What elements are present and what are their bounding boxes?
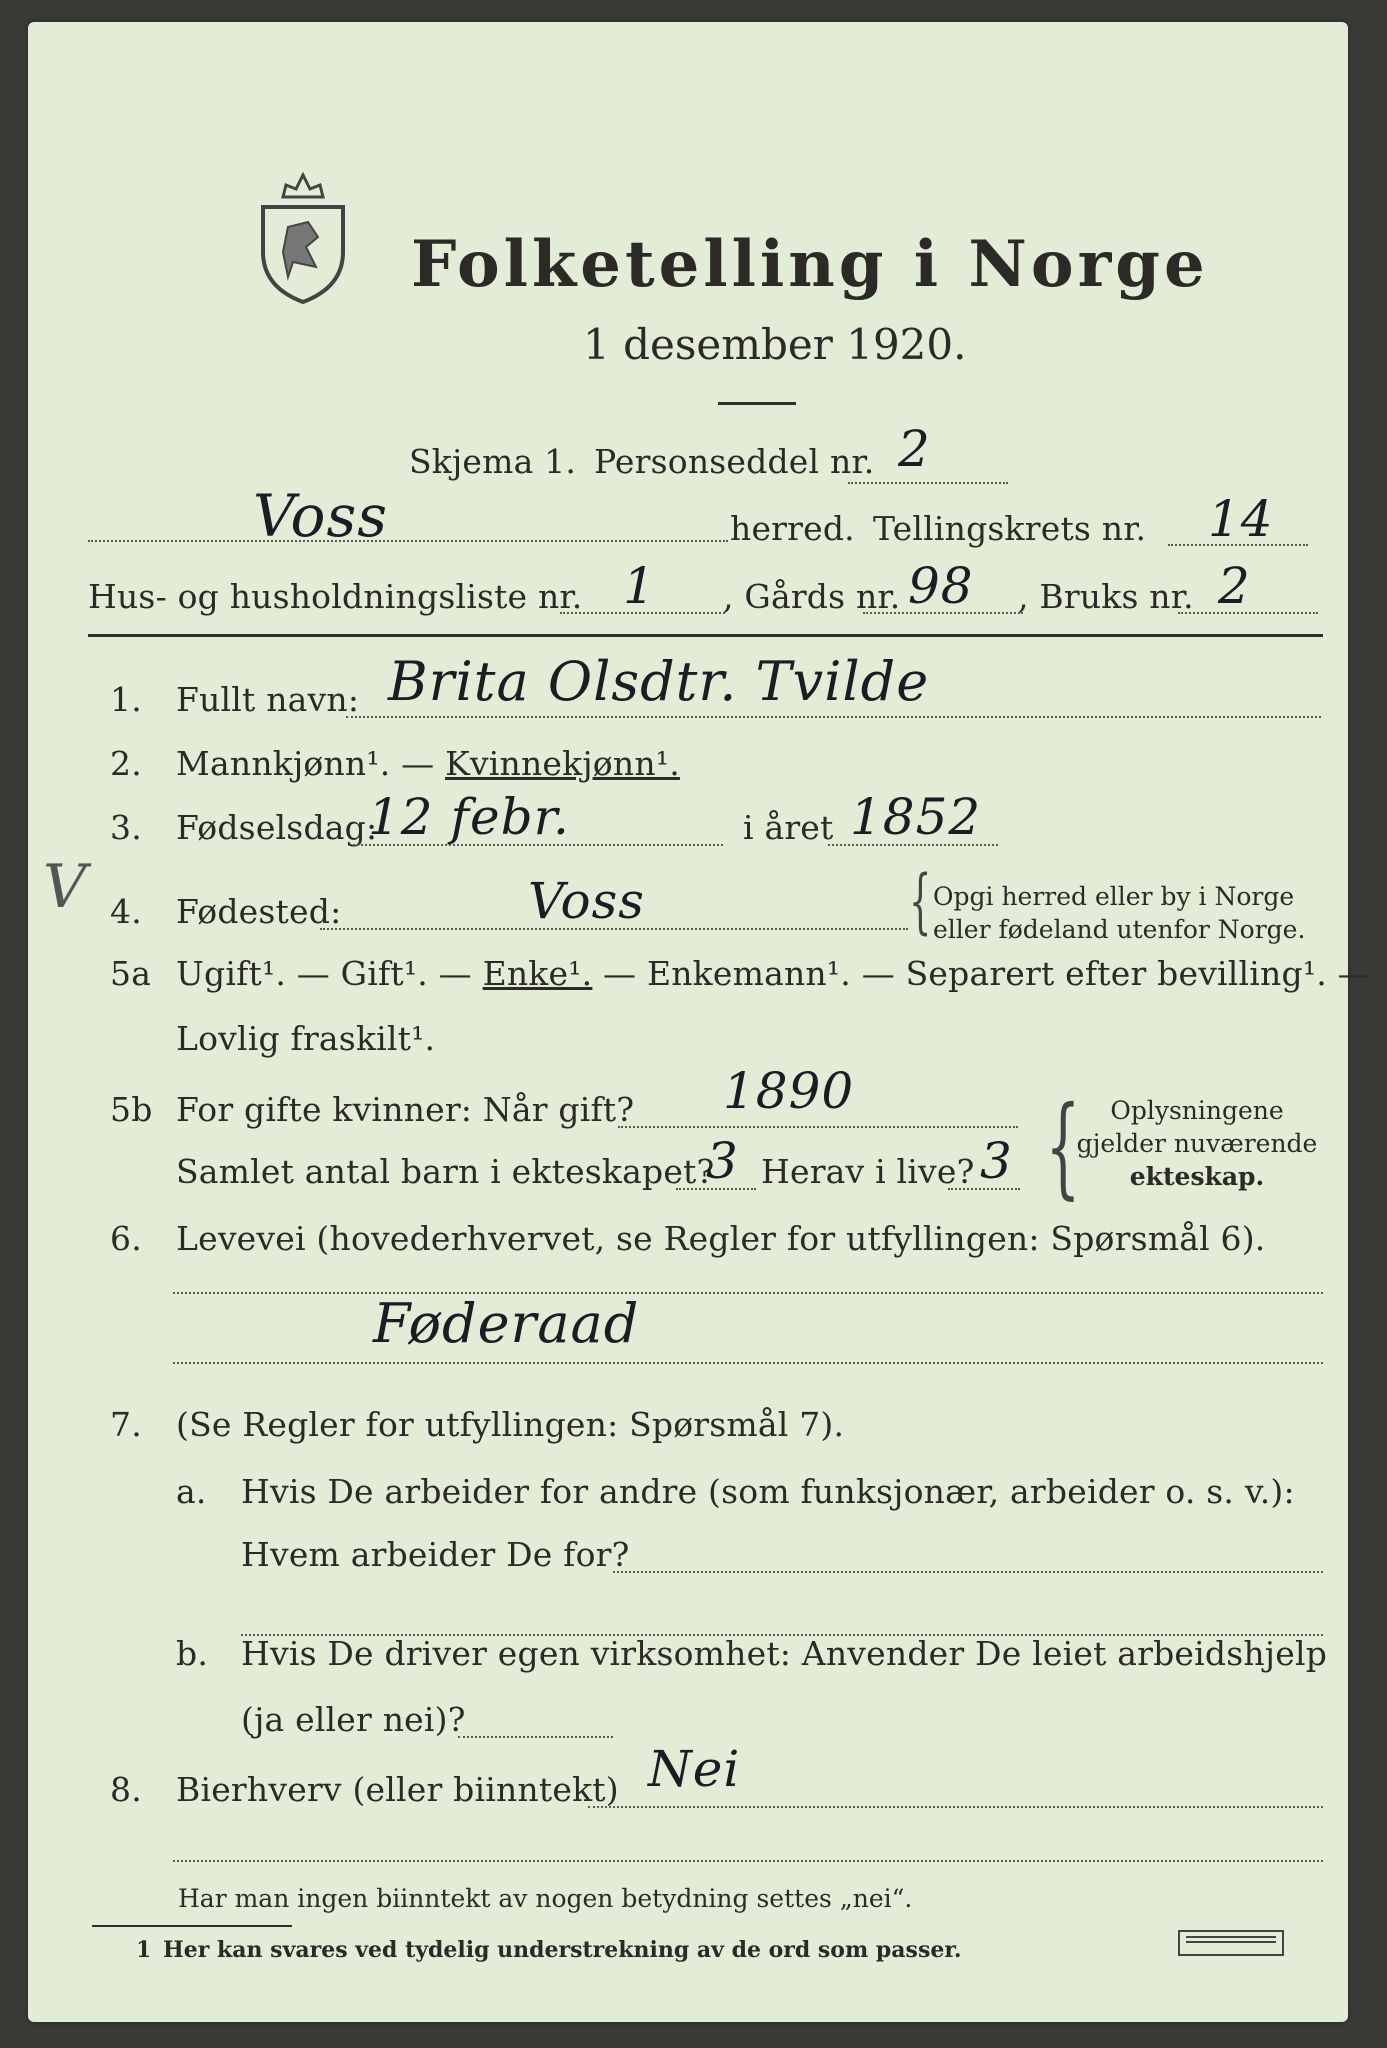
- q7-label: (Se Regler for utfyllingen: Spørsmål 7).: [176, 1405, 845, 1444]
- children-alive-label: Herav i live?: [761, 1152, 975, 1191]
- gender-options: [176, 744, 680, 783]
- herred-value[interactable]: Voss: [253, 482, 389, 550]
- gender-male-option[interactable]: Mannkjønn¹. —: [176, 744, 446, 783]
- tellingskrets-label: Tellingskrets nr.: [873, 509, 1147, 548]
- occupation-value[interactable]: Føderaad: [373, 1292, 640, 1355]
- gards-value[interactable]: 98: [908, 557, 974, 615]
- children-alive-value[interactable]: 3: [980, 1132, 1013, 1190]
- q1-label: Fullt navn:: [176, 680, 360, 719]
- marital-status-options: [176, 954, 1371, 993]
- birthdate-value[interactable]: 12 febr.: [368, 788, 570, 846]
- employer-line-1[interactable]: [613, 1571, 1323, 1573]
- q1-number: 1.: [110, 680, 142, 719]
- marriage-note-line1: Oplysningene: [1110, 1096, 1284, 1125]
- hired-help-line[interactable]: [458, 1736, 613, 1738]
- gender-female-option[interactable]: Kvinnekjønn¹.: [445, 744, 680, 783]
- q7a-question: Hvem arbeider De for?: [241, 1535, 630, 1574]
- q3-label: Fødselsdag:: [176, 808, 378, 847]
- side-income-line-2: [173, 1860, 1323, 1862]
- coat-of-arms-icon: [248, 167, 358, 307]
- q5b-number: 5b: [110, 1090, 153, 1129]
- q6-label: Levevei (hovederhvervet, se Regler for utfyllingen: Spørsmål 6).: [176, 1219, 1266, 1258]
- q7b-text: Hvis De driver egen virksomhet: Anvender De leiet arbeidshjelp: [241, 1634, 1328, 1673]
- form-title: Folketelling i Norge: [411, 227, 1209, 302]
- tellingskrets-value[interactable]: 14: [1208, 490, 1274, 548]
- occupation-line-2: [173, 1362, 1323, 1364]
- gards-label: , Gårds nr.: [723, 577, 901, 616]
- side-income-value[interactable]: Nei: [648, 1740, 741, 1798]
- q5a-number: 5a: [110, 954, 152, 993]
- birthplace-brace: {: [909, 860, 932, 942]
- q2-number: 2.: [110, 744, 142, 783]
- birthplace-note-line1: Opgi herred eller by i Norge: [933, 882, 1295, 911]
- husholdningsliste-label: Hus- og husholdningsliste nr.: [88, 577, 583, 616]
- marital-unmarried-married-options[interactable]: Ugift¹. — Gift¹. —: [176, 954, 483, 993]
- birthplace-value[interactable]: Voss: [528, 872, 645, 930]
- q4-label: Fødested:: [176, 892, 342, 931]
- marriage-note-brace: {: [1045, 1082, 1081, 1210]
- children-total-label: Samlet antal barn i ekteskapet?: [176, 1152, 715, 1191]
- married-year-line: [618, 1126, 1018, 1128]
- title-divider: [718, 402, 796, 405]
- personseddel-label: Personseddel nr.: [594, 442, 875, 481]
- birth-year-value[interactable]: 1852: [850, 788, 982, 846]
- married-year-value[interactable]: 1890: [723, 1062, 855, 1120]
- q1-line: [346, 716, 1321, 718]
- census-form-sheet: [28, 22, 1371, 2022]
- schema-label: Skjema 1.: [409, 442, 577, 481]
- q8-number: 8.: [110, 1770, 142, 1809]
- marriage-note-line2: gjelder nuværende: [1076, 1129, 1318, 1158]
- marital-other-options[interactable]: — Enkemann¹. — Separert efter bevilling¹. —: [592, 954, 1371, 993]
- marriage-note-line3: ekteskap.: [1129, 1162, 1265, 1191]
- personseddel-line: [848, 482, 1008, 484]
- q7a-text: Hvis De arbeider for andre (som funksjonær, arbeider o. s. v.):: [241, 1472, 1295, 1511]
- footnote-divider: [92, 1925, 292, 1927]
- q4-number: 4.: [110, 892, 142, 931]
- married-year-label: For gifte kvinner: Når gift?: [176, 1090, 635, 1129]
- footnote-text: Her kan svares ved tydelig understrekning av de ord som passer.: [163, 1937, 962, 1963]
- birthplace-note: [933, 880, 1305, 946]
- marital-widow-option[interactable]: Enke¹.: [482, 954, 593, 993]
- husholdningsliste-value[interactable]: 1: [623, 557, 656, 615]
- footnote-mark: 1: [136, 1937, 152, 1963]
- bruks-value[interactable]: 2: [1218, 557, 1251, 615]
- herred-line: [88, 540, 728, 542]
- herred-label: herred.: [730, 509, 855, 548]
- personseddel-value[interactable]: 2: [898, 420, 931, 478]
- occupation-line-1: [173, 1292, 1323, 1294]
- marital-divorced-option[interactable]: Lovlig fraskilt¹.: [176, 1019, 436, 1058]
- birthplace-note-line2: eller fødeland utenfor Norge.: [933, 915, 1306, 944]
- printer-stamp: [1178, 1930, 1284, 1956]
- full-name-value[interactable]: Brita Olsdtr. Tvilde: [388, 650, 930, 713]
- census-date: 1 desember 1920.: [583, 320, 967, 369]
- margin-check-mark: V: [43, 852, 88, 922]
- header-rule: [88, 634, 1323, 637]
- marriage-note: [1066, 1094, 1328, 1193]
- q7a-letter: a.: [176, 1472, 207, 1511]
- birth-year-label: i året: [743, 808, 834, 847]
- q7b-letter: b.: [176, 1634, 209, 1673]
- no-income-note: Har man ingen biinntekt av nogen betydning settes „nei“.: [178, 1884, 913, 1913]
- q6-number: 6.: [110, 1219, 142, 1258]
- side-income-line: [588, 1806, 1323, 1808]
- q3-number: 3.: [110, 808, 142, 847]
- q8-label: Bierhverv (eller biinntekt): [176, 1770, 619, 1809]
- q7b-question: (ja eller nei)?: [241, 1700, 466, 1739]
- bruks-label: , Bruks nr.: [1018, 577, 1194, 616]
- q7-number: 7.: [110, 1405, 142, 1444]
- children-total-value[interactable]: 3: [706, 1132, 739, 1190]
